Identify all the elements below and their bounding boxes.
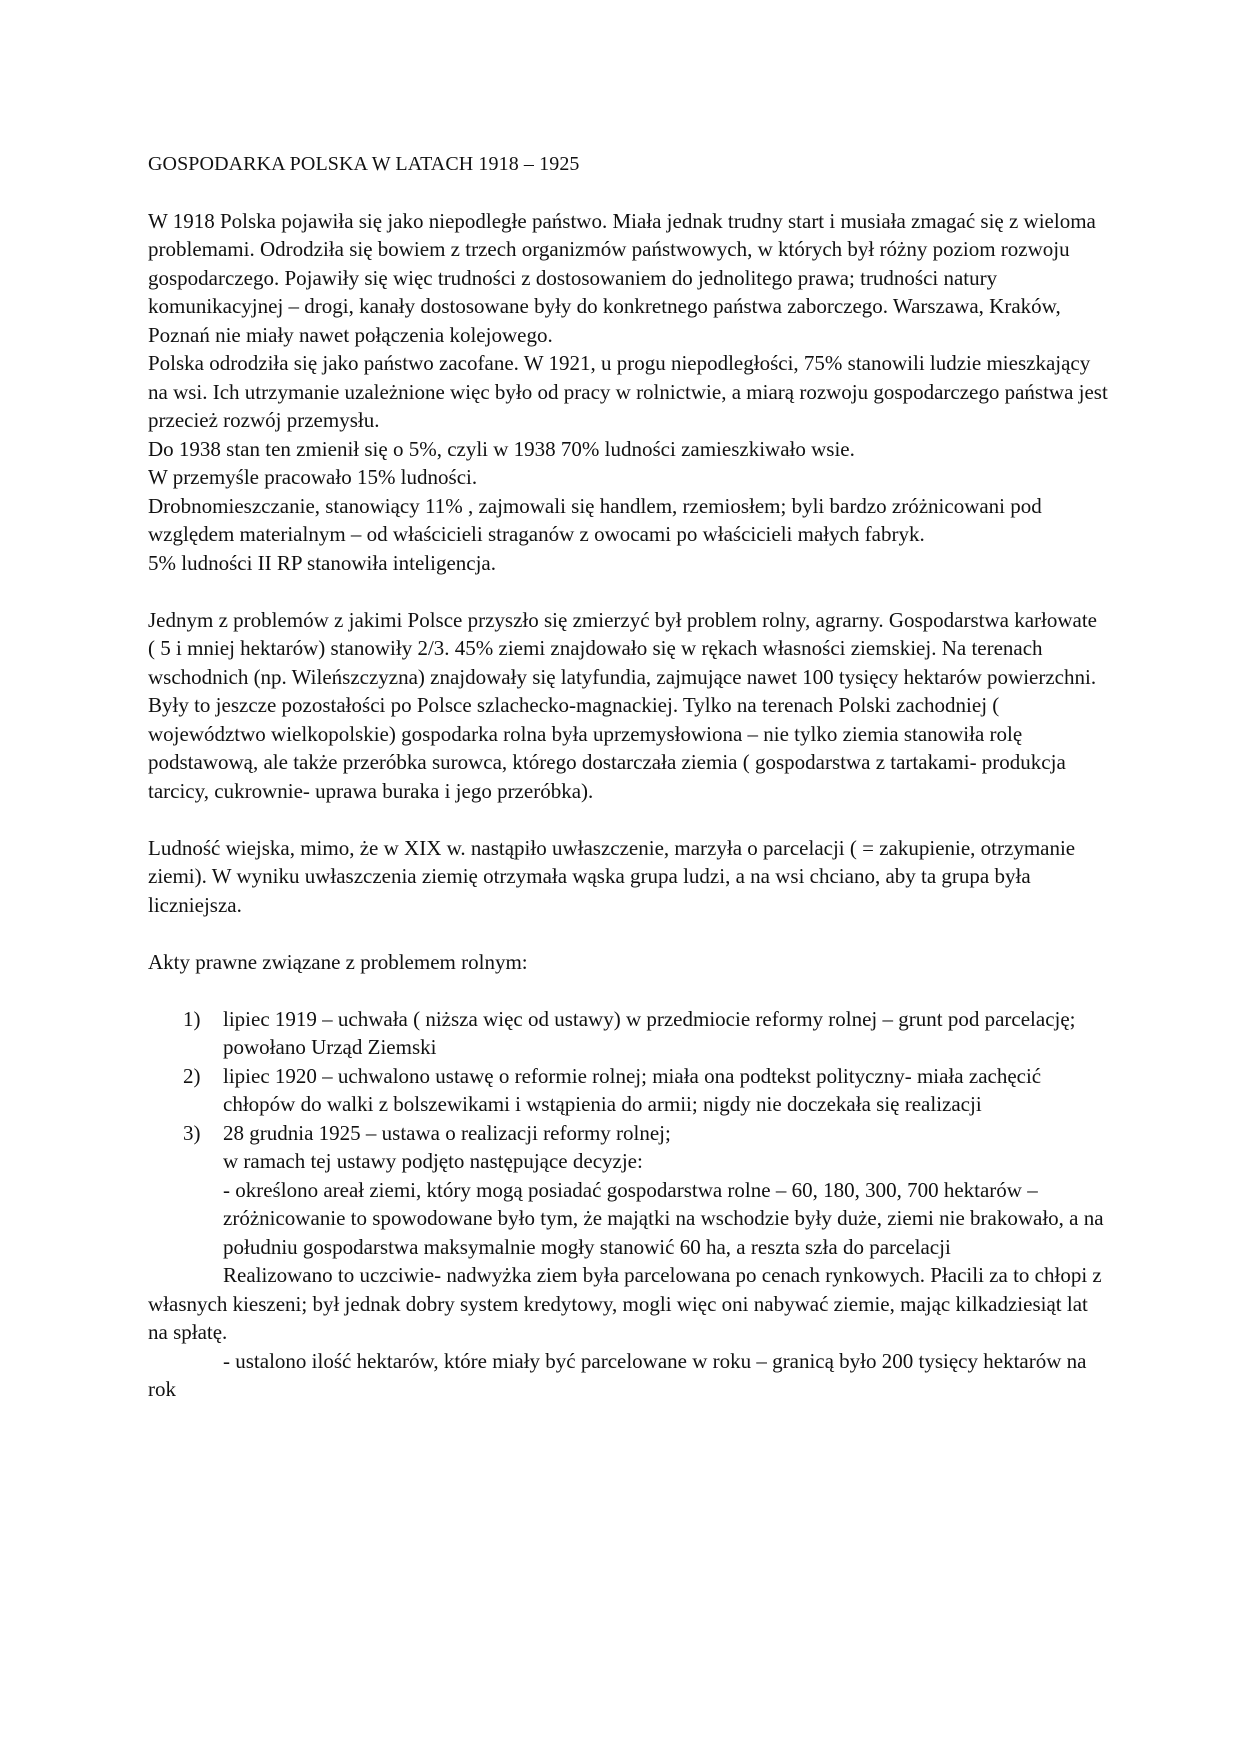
spacer	[148, 577, 1108, 606]
list-item-text: lipiec 1919 – uchwała ( niższa więc od ustawy) w przedmiocie reformy rolnej – grunt pod parcelację; powołano Urząd Ziemski	[223, 1006, 1076, 1059]
spacer	[148, 805, 1108, 834]
list-item	[148, 1005, 1108, 1062]
paragraph: 5% ludności II RP stanowiła inteligencja.	[148, 550, 496, 575]
paragraph: - ustalono ilość hektarów, które miały być parcelowane w roku – granicą było 200 tysięcy hektarów na rok	[148, 1348, 1087, 1401]
paragraph: Ludność wiejska, mimo, że w XIX w. nastąpiło uwłaszczenie, marzyła o parcelacji ( = zakupienie, otrzymanie ziemi). W wyniku uwłaszczenia ziemię otrzymała wąska grupa ludzi, a na wsi chciano, aby ta grupa była liczniejsza.	[148, 835, 1076, 917]
list-item	[148, 1119, 1108, 1262]
list-item-text: 28 grudnia 1925 – ustawa o realizacji reformy rolnej;	[223, 1120, 671, 1145]
paragraph: W przemyśle pracowało 15% ludności.	[148, 465, 478, 489]
paragraph: Polska odrodziła się jako państwo zacofane. W 1921, u progu niepodległości, 75% stanowili ludzie mieszkający na wsi. Ich utrzymanie uzależnione więc było od pracy w rolnictwie, a miarą rozwoju gospodarczego państwa jest przecież rozwój przemysłu.	[148, 351, 1108, 432]
document-page	[148, 150, 1108, 1404]
list-item	[148, 1062, 1108, 1119]
list-item-subtext: - określono areał ziemi, który mogą posiadać gospodarstwa rolne – 60, 180, 300, 700 hektarów – zróżnicowanie to spowodowane było tym, że majątki na wschodzie były duże, ziemi nie brakowało, a na południu gospodarstwa maksymalnie mogły stanowić 60 ha, a reszta szła do parcelacji	[223, 1177, 1104, 1259]
paragraph: Jednym z problemów z jakimi Polsce przyszło się zmierzyć był problem rolny, agrarny. Gospodarstwa karłowate ( 5 i mniej hektarów) stanowiły 2/3. 45% ziemi znajdowało się w rękach własności ziemskiej. Na terenach wschodnich (np. Wileńszczyzna) znajdowały się latyfundia, zajmujące nawet 100 tysięcy hektarów powierzchni. Były to jeszcze pozostałości po Polsce szlachecko-magnackiej. Tylko na terenach Polski zachodniej ( województwo wielkopolskie) gospodarka rolna była uprzemysłowiona – nie tylko ziemia stanowiła rolę podstawową, ale także przeróbka surowca, którego dostarczała ziemia ( gospodarstwa z tartakami- produkcja tarcicy, cukrownie- uprawa buraka i jego przeróbka).	[148, 607, 1097, 803]
list-number: 2)	[183, 1063, 201, 1088]
acts-heading: Akty prawne związane z problemem rolnym:	[148, 949, 528, 974]
list-item-subtext: w ramach tej ustawy podjęto następujące decyzje:	[223, 1149, 643, 1173]
paragraph: W 1918 Polska pojawiła się jako niepodległe państwo. Miała jednak trudny start i musiała zmagać się z wieloma problemami. Odrodziła się bowiem z trzech organizmów państwowych, w których był różny poziom rozwoju gospodarczego. Pojawiły się więc trudności z dostosowaniem do jednolitego prawa; trudności natury komunikacyjnej – drogi, kanały dostosowane były do konkretnego państwa zaborczego. Warszawa, Kraków, Poznań nie miały nawet połączenia kolejowego.	[148, 208, 1096, 347]
list-item-text: lipiec 1920 – uchwalono ustawę o reformie rolnej; miała ona podtekst polityczny- miała zachęcić chłopów do walki z bolszewikami i wstąpienia do armii; nigdy nie doczekała się realizacji	[223, 1063, 1042, 1116]
spacer	[148, 919, 1108, 948]
paragraph: Drobnomieszczanie, stanowiący 11% , zajmowali się handlem, rzemiosłem; byli bardzo zróżnicowani pod względem materialnym – od właścicieli straganów z owocami po właścicieli małych fabryk.	[148, 493, 1042, 546]
document-title: GOSPODARKA POLSKA W LATACH 1918 – 1925	[148, 153, 580, 175]
list-number: 3)	[183, 1120, 201, 1145]
paragraph: Do 1938 stan ten zmienił się o 5%, czyli w 1938 70% ludności zamieszkiwało wsie.	[148, 436, 855, 461]
acts-list	[148, 1005, 1108, 1262]
paragraph: Realizowano to uczciwie- nadwyżka ziem była parcelowana po cenach rynkowych. Płacili za to chłopi z własnych kieszeni; był jednak dobry system kredytowy, mogli więc oni nabywać ziemie, mając kilkadziesiąt lat na spłatę.	[148, 1263, 1102, 1344]
list-number: 1)	[183, 1006, 201, 1031]
spacer	[148, 976, 1108, 1005]
